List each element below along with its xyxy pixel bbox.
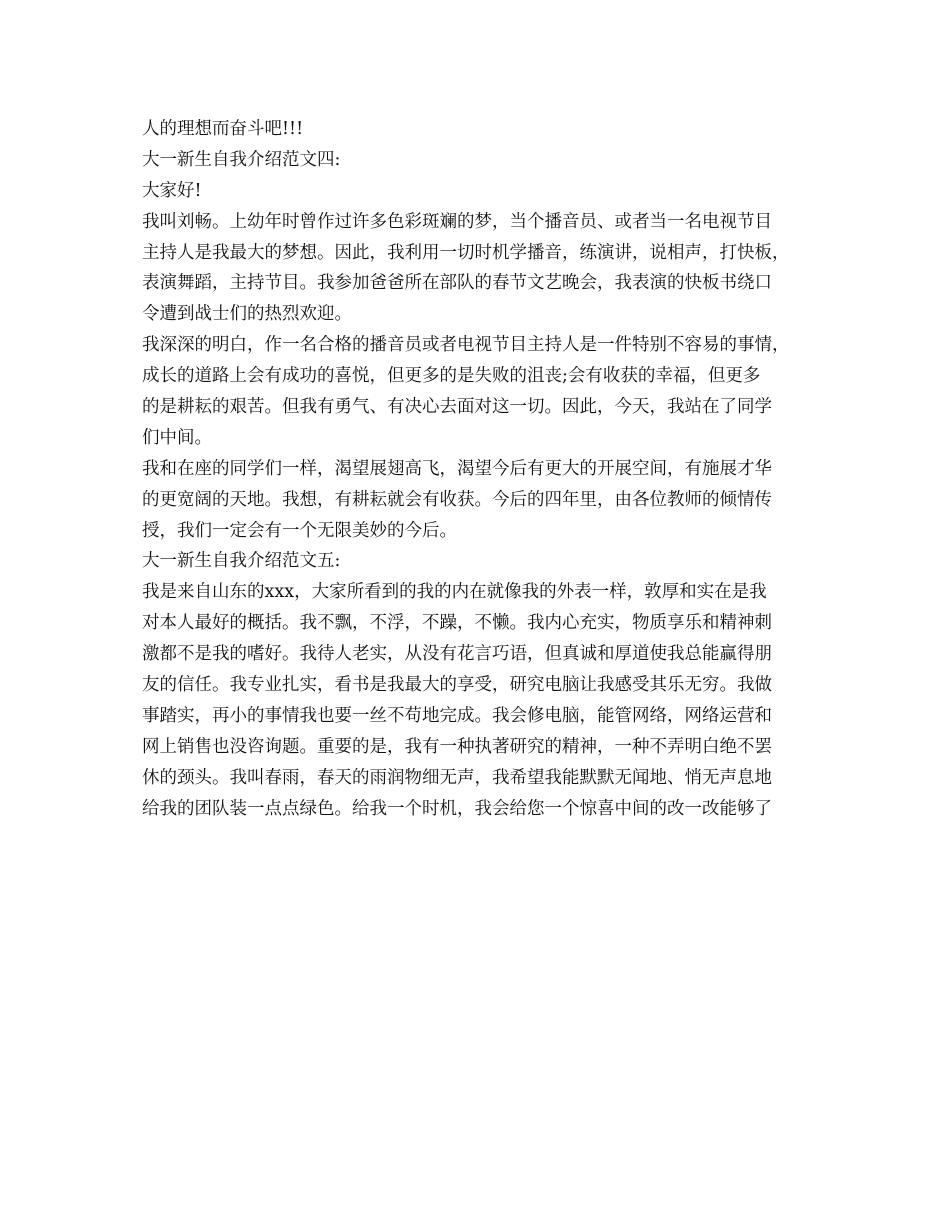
text-line: 我叫刘畅。上幼年时曾作过许多色彩斑斓的梦，当个播音员、或者当一名电视节目 (142, 211, 772, 232)
text-line: 主持人是我最大的梦想。因此，我利用一切时机学播音，练演讲，说相声，打快板， (142, 242, 790, 263)
text-line: 们中间。 (142, 427, 212, 448)
text-line: 表演舞蹈，主持节目。我参加爸爸所在部队的春节文艺晚会，我表演的快板书绕口 (142, 273, 772, 294)
text-line: 我和在座的同学们一样，渴望展翅高飞，渴望今后有更大的开展空间，有施展才华 (142, 458, 772, 479)
text-line: 大家好! (142, 180, 202, 201)
text-line: 对本人最好的概括。我不飘，不浮，不躁，不懒。我内心充实，物质享乐和精神刺 (142, 613, 772, 634)
text-line: 激都不是我的嗜好。我待人老实，从没有花言巧语，但真诚和厚道使我总能赢得朋 (142, 644, 772, 665)
section-heading: 大一新生自我介绍范文四: (142, 149, 341, 170)
text-line: 授，我们一定会有一个无限美妙的今后。 (142, 520, 457, 541)
text-line: 休的颈头。我叫春雨，春天的雨润物细无声，我希望我能默默无闻地、悄无声息地 (142, 767, 772, 788)
text-line: 我是来自山东的xxx，大家所看到的我的内在就像我的外表一样，敦厚和实在是我 (142, 582, 767, 603)
text-line: 给我的团队装一点点绿色。给我一个时机，我会给您一个惊喜中间的改一改能够了 (142, 798, 772, 819)
text-line: 事踏实，再小的事情我也要一丝不苟地完成。我会修电脑，能管网络，网络运营和 (142, 705, 772, 726)
document-body (142, 114, 822, 824)
text-line: 的更宽阔的天地。我想，有耕耘就会有收获。今后的四年里，由各位教师的倾情传 (142, 489, 772, 510)
text-line: 友的信任。我专业扎实，看书是我最大的享受，研究电脑让我感受其乐无穷。我做 (142, 675, 772, 696)
text-line: 网上销售也没咨询题。重要的是，我有一种执著研究的精神，一种不弄明白绝不罢 (142, 736, 772, 757)
text-line: 成长的道路上会有成功的喜悦，但更多的是失败的沮丧;会有收获的幸福，但更多 (142, 366, 761, 387)
text-line: 令遭到战士们的热烈欢迎。 (142, 304, 352, 325)
text-line: 的是耕耘的艰苦。但我有勇气、有决心去面对这一切。因此，今天，我站在了同学 (142, 397, 772, 418)
text-line: 我深深的明白，作一名合格的播音员或者电视节目主持人是一件特别不容易的事情， (142, 335, 790, 356)
text-line: 人的理想而奋斗吧!!! (142, 119, 304, 139)
section-heading: 大一新生自我介绍范文五: (142, 551, 341, 572)
